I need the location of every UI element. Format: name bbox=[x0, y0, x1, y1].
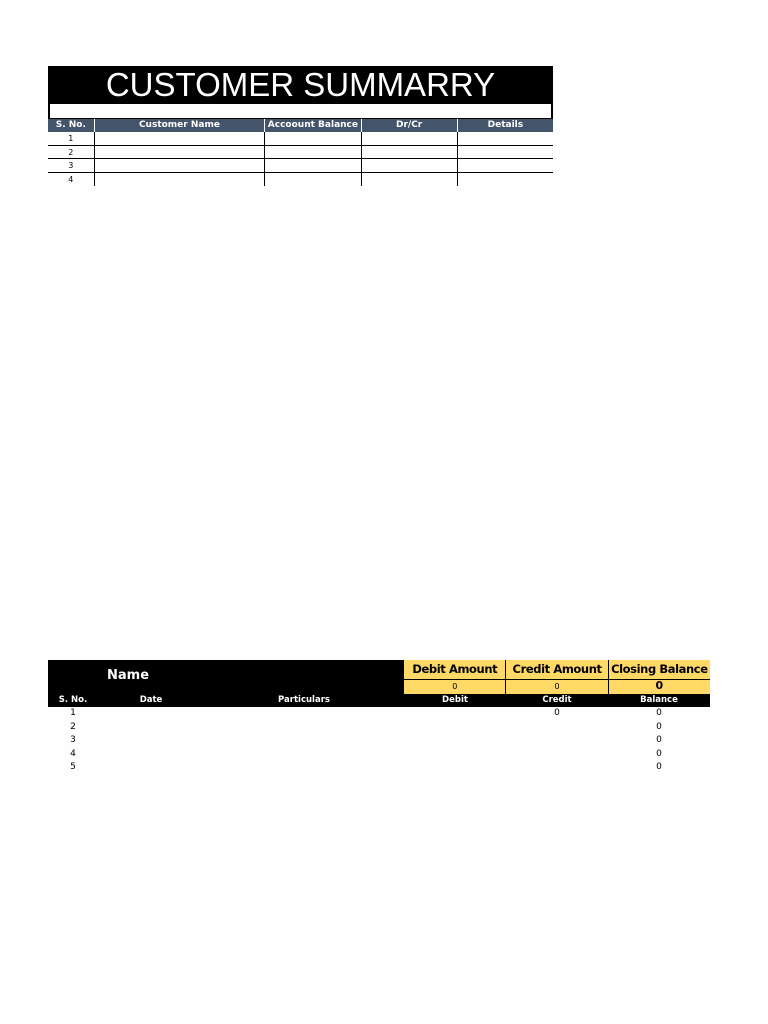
table-row bbox=[48, 761, 710, 775]
customer-name-cell[interactable] bbox=[95, 146, 266, 159]
sno-cell[interactable]: 5 bbox=[70, 762, 76, 772]
summary-title-gap bbox=[48, 104, 553, 118]
sno-cell[interactable]: 3 bbox=[70, 735, 76, 745]
balance-cell[interactable]: 0 bbox=[656, 762, 662, 772]
balance-cell[interactable]: 0 bbox=[656, 748, 662, 759]
date-cell[interactable] bbox=[98, 761, 204, 775]
credit-amount-value: 0 bbox=[554, 682, 560, 691]
dr-cr-cell[interactable] bbox=[362, 159, 458, 172]
balance-cell[interactable] bbox=[265, 146, 361, 159]
customer-name-cell[interactable] bbox=[95, 159, 266, 172]
sno-cell[interactable]: 1 bbox=[70, 708, 76, 718]
debit-cell[interactable] bbox=[404, 721, 506, 735]
header-sno: S. No. bbox=[58, 695, 88, 705]
table-row bbox=[48, 707, 710, 721]
balance-cell[interactable]: 0 bbox=[656, 721, 662, 732]
summary-title: CUSTOMER SUMMARRY bbox=[48, 66, 553, 104]
table-row bbox=[48, 734, 710, 748]
credit-amount-box bbox=[505, 660, 607, 694]
ledger-header-band bbox=[48, 660, 710, 694]
sno-cell[interactable]: 3 bbox=[48, 159, 95, 172]
dr-cr-cell[interactable] bbox=[362, 132, 458, 145]
sno-cell[interactable]: 2 bbox=[70, 721, 76, 732]
debit-amount-label: Debit Amount bbox=[404, 660, 505, 680]
details-cell[interactable] bbox=[458, 146, 553, 159]
table-row bbox=[48, 146, 553, 160]
header-account-balance: Accoount Balance bbox=[265, 119, 361, 132]
credit-cell[interactable]: 0 bbox=[554, 708, 560, 718]
summary-header-row bbox=[48, 118, 553, 132]
sno-cell[interactable]: 4 bbox=[70, 748, 76, 759]
balance-cell[interactable] bbox=[265, 173, 361, 187]
credit-amount-label: Credit Amount bbox=[506, 660, 607, 680]
ledger-name-label[interactable]: Name bbox=[107, 668, 150, 683]
table-row bbox=[48, 721, 710, 735]
customer-ledger-table bbox=[48, 660, 710, 775]
customer-name-cell[interactable] bbox=[95, 132, 266, 145]
credit-cell[interactable] bbox=[506, 734, 608, 748]
debit-amount-value: 0 bbox=[452, 682, 458, 691]
header-details: Details bbox=[487, 120, 524, 130]
header-credit: Credit bbox=[542, 695, 572, 705]
header-balance: Balance bbox=[640, 695, 678, 705]
debit-cell[interactable] bbox=[404, 761, 506, 775]
date-cell[interactable] bbox=[98, 734, 204, 748]
dr-cr-cell[interactable] bbox=[362, 146, 458, 159]
ledger-body bbox=[48, 707, 710, 775]
debit-cell[interactable] bbox=[404, 734, 506, 748]
particulars-cell[interactable] bbox=[204, 761, 404, 775]
balance-cell[interactable]: 0 bbox=[656, 735, 662, 745]
credit-cell[interactable] bbox=[506, 748, 608, 762]
balance-cell[interactable] bbox=[265, 132, 361, 145]
balance-cell[interactable] bbox=[265, 159, 361, 172]
credit-cell[interactable] bbox=[506, 761, 608, 775]
closing-balance-box bbox=[608, 660, 710, 694]
details-cell[interactable] bbox=[458, 173, 553, 187]
dr-cr-cell[interactable] bbox=[362, 173, 458, 187]
particulars-cell[interactable] bbox=[204, 707, 404, 721]
header-date: Date bbox=[139, 695, 163, 705]
particulars-cell[interactable] bbox=[204, 734, 404, 748]
customer-name-cell[interactable] bbox=[95, 173, 266, 187]
closing-balance-value: 0 bbox=[655, 679, 664, 692]
details-cell[interactable] bbox=[458, 132, 553, 145]
date-cell[interactable] bbox=[98, 748, 204, 762]
header-particulars: Particulars bbox=[278, 695, 330, 705]
table-row bbox=[48, 748, 710, 762]
date-cell[interactable] bbox=[98, 707, 204, 721]
details-cell[interactable] bbox=[458, 159, 553, 172]
sno-cell[interactable]: 4 bbox=[48, 173, 95, 187]
header-sno: S. No. bbox=[48, 119, 95, 132]
debit-cell[interactable] bbox=[404, 707, 506, 721]
table-row bbox=[48, 132, 553, 146]
table-row bbox=[48, 173, 553, 187]
closing-balance-label: Closing Balance bbox=[609, 660, 710, 680]
summary-body bbox=[48, 132, 553, 186]
particulars-cell[interactable] bbox=[204, 721, 404, 735]
particulars-cell[interactable] bbox=[204, 748, 404, 762]
header-debit: Debit bbox=[442, 695, 468, 705]
credit-cell[interactable] bbox=[506, 721, 608, 735]
sno-cell[interactable]: 2 bbox=[48, 146, 95, 159]
balance-cell[interactable]: 0 bbox=[656, 708, 662, 718]
debit-cell[interactable] bbox=[404, 748, 506, 762]
header-customer-name: Customer Name bbox=[95, 119, 266, 132]
sno-cell[interactable]: 1 bbox=[48, 132, 95, 145]
date-cell[interactable] bbox=[98, 721, 204, 735]
header-dr-cr: Dr/Cr bbox=[362, 119, 458, 132]
customer-summary-table bbox=[48, 66, 553, 186]
ledger-column-header-row bbox=[48, 694, 710, 707]
debit-amount-box bbox=[404, 660, 505, 694]
table-row bbox=[48, 159, 553, 173]
